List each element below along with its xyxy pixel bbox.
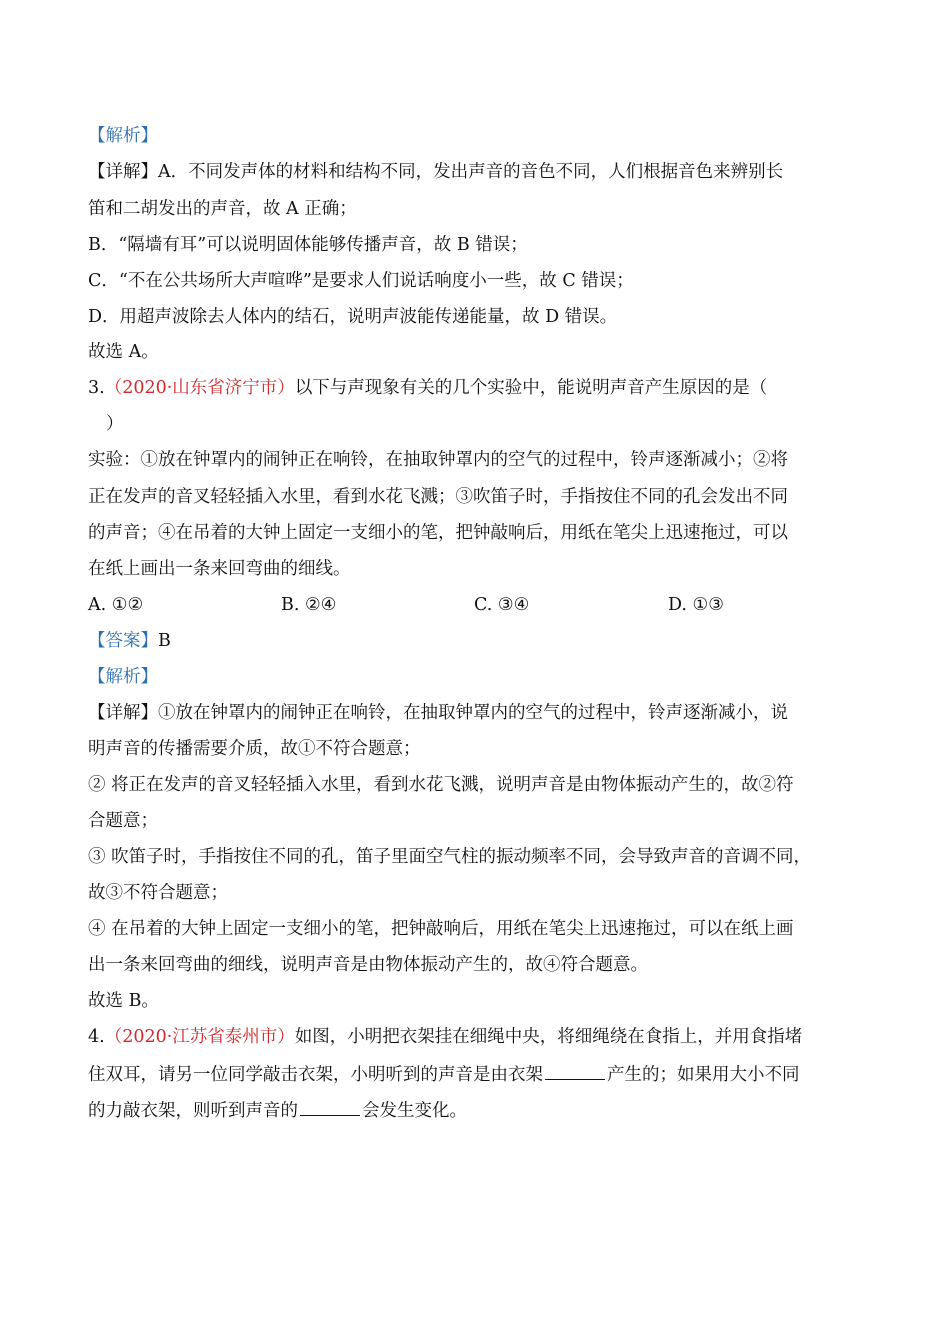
q4-stem-text-1: 如图，小明把衣架挂在细绳中央，将细绳绕在食指上，并用食指堵 xyxy=(294,1027,803,1047)
q4-stem-line-1 xyxy=(88,1025,802,1049)
answer-tag: 【答案】 xyxy=(88,631,158,651)
q3-detail-1-line-1 xyxy=(88,701,788,725)
q3-number: 3. xyxy=(88,378,105,398)
q3-answer-line xyxy=(88,629,171,653)
q4-number: 4. xyxy=(88,1027,105,1047)
q3-option-a: A. ①② xyxy=(88,595,144,615)
q3-option-c: C. ③④ xyxy=(474,595,530,615)
q3-detail-1-text-1: ①放在钟罩内的闹钟正在响铃，在抽取钟罩内的空气的过程中，铃声逐渐减小，说 xyxy=(158,703,788,723)
detail-d-line: D．用超声波除去人体内的结石，说明声波能传递能量，故 D 错误。 xyxy=(88,307,618,327)
q3-exp-line-3: 的声音；④在吊着的大钟上固定一支细小的笔，把钟敲响后，用纸在笔尖上迅速拖过，可以 xyxy=(88,523,788,543)
q3-detail-2-line-2: 合题意； xyxy=(88,811,158,831)
q3-answer: B xyxy=(158,631,171,651)
q4-source: （2020·江苏省泰州市） xyxy=(104,1027,295,1047)
q3-jiexi-tag: 【解析】 xyxy=(88,667,158,687)
detail-b-line: B．“隔墙有耳”可以说明固体能够传播声音，故 B 错误； xyxy=(88,235,528,255)
detail-a-line-2: 笛和二胡发出的声音，故 A 正确； xyxy=(88,199,357,219)
detail-c-line: C．“不在公共场所大声喧哗”是要求人们说话响度小一些，故 C 错误； xyxy=(88,271,634,291)
q3-stem-line-2: ） xyxy=(106,414,124,434)
q4-blank-1[interactable] xyxy=(545,1061,605,1080)
choose-a-line: 故选 A。 xyxy=(88,342,159,362)
jiexi-heading xyxy=(88,124,158,148)
q3-option-d: D. ①③ xyxy=(668,595,724,615)
detail-a-line-1 xyxy=(88,160,783,184)
q3-detail-4-line-1: ④ 在吊着的大钟上固定一支细小的笔，把钟敲响后，用纸在笔尖上迅速拖过，可以在纸上画 xyxy=(88,919,794,939)
q3-stem-line-1 xyxy=(88,376,767,400)
detail-a-text-1: A．不同发声体的材料和结构不同，发出声音的音色不同，人们根据音色来辨别长 xyxy=(158,162,784,182)
q3-detail-2-line-1: ② 将正在发声的音叉轻轻插入水里，看到水花飞溅，说明声音是由物体振动产生的，故②符 xyxy=(88,775,794,795)
q3-detail-1-line-2: 明声音的传播需要介质，故①不符合题意； xyxy=(88,739,421,759)
q3-exp-line-2: 正在发声的音叉轻轻插入水里，看到水花飞溅；③吹笛子时，手指按住不同的孔会发出不同 xyxy=(88,487,788,507)
q4-stem-text-2a: 住双耳，请另一位同学敲击衣架，小明听到的声音是由衣架 xyxy=(88,1065,543,1085)
detail-tag: 【详解】 xyxy=(88,162,158,182)
q4-blank-2[interactable] xyxy=(300,1097,360,1116)
q3-source: （2020·山东省济宁市） xyxy=(104,378,295,398)
q4-stem-line-3 xyxy=(88,1097,467,1123)
q3-detail-3-line-2: 故③不符合题意； xyxy=(88,883,228,903)
q3-exp-line-1: 实验：①放在钟罩内的闹钟正在响铃，在抽取钟罩内的空气的过程中，铃声逐渐减小；②将 xyxy=(88,450,788,470)
q3-stem-text-1: 以下与声现象有关的几个实验中，能说明声音产生原因的是（ xyxy=(294,378,768,398)
q4-stem-text-2b: 产生的；如果用大小不同 xyxy=(607,1065,800,1085)
q4-stem-text-3a: 的力敲衣架，则听到声音的 xyxy=(88,1101,298,1121)
jiexi-tag: 【解析】 xyxy=(88,126,158,146)
q4-stem-line-2 xyxy=(88,1061,800,1087)
q3-jiexi-heading xyxy=(88,665,158,689)
q3-exp-line-4: 在纸上画出一条来回弯曲的细线。 xyxy=(88,559,351,579)
q3-detail-4-line-2: 出一条来回弯曲的细线，说明声音是由物体振动产生的，故④符合题意。 xyxy=(88,955,648,975)
q3-detail-tag: 【详解】 xyxy=(88,703,158,723)
q4-stem-text-3b: 会发生变化。 xyxy=(362,1101,467,1121)
q3-choose-line: 故选 B。 xyxy=(88,991,159,1011)
q3-option-b: B. ②④ xyxy=(281,595,337,615)
q3-detail-3-line-1: ③ 吹笛子时，手指按住不同的孔，笛子里面空气柱的振动频率不同，会导致声音的音调不同， xyxy=(88,847,812,867)
